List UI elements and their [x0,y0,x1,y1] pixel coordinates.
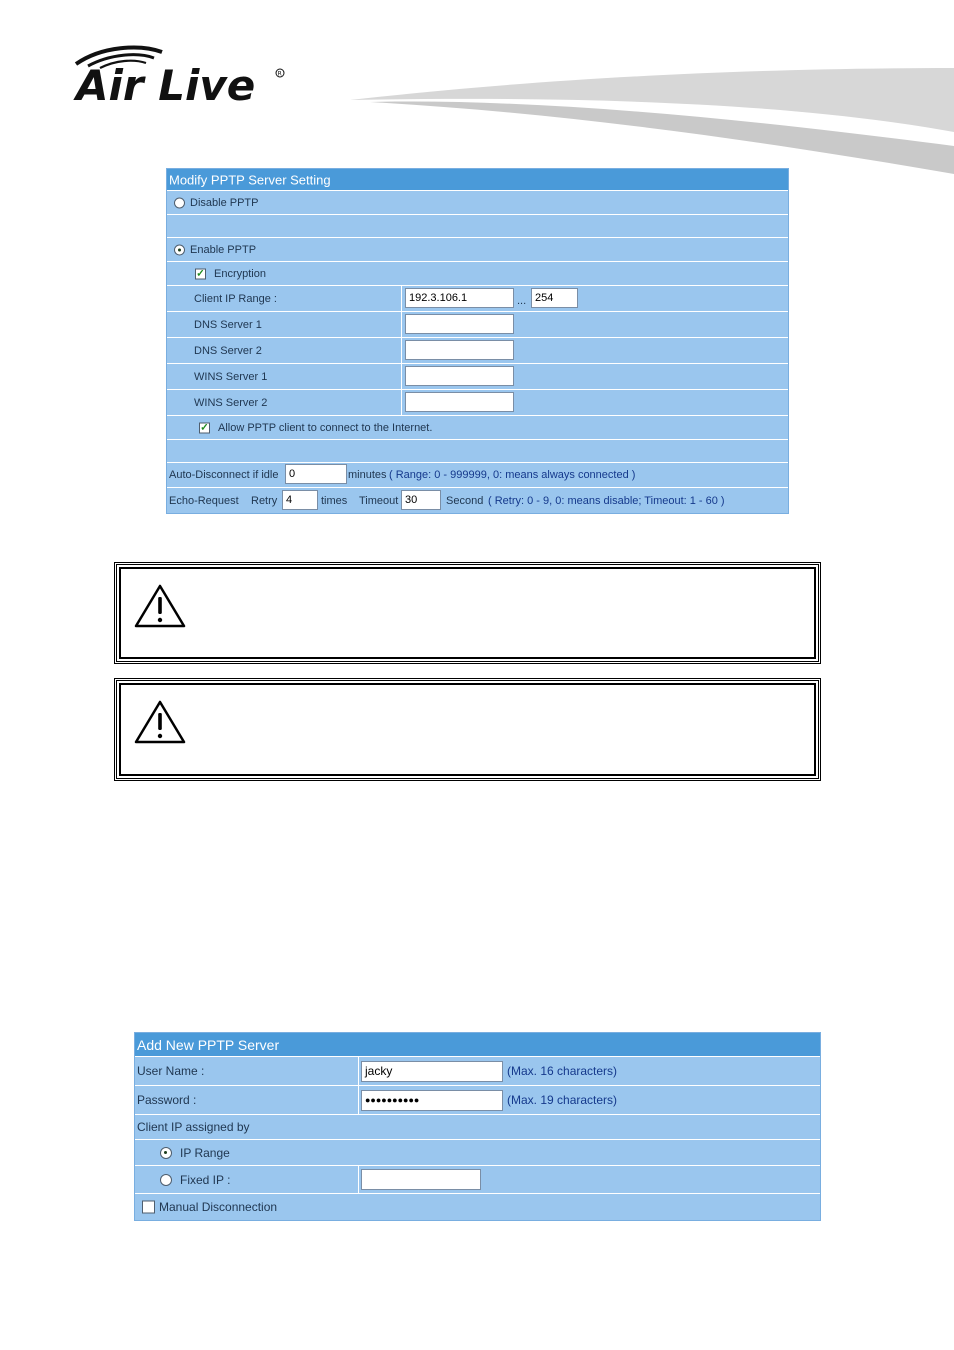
fixed-ip-label: Fixed IP : [180,1172,231,1187]
wins1-label: WINS Server 1 [194,370,268,383]
enable-pptp-label: Enable PPTP [190,243,257,256]
manual-disconnect-label: Manual Disconnection [159,1200,278,1214]
caution-box-frame [119,567,816,659]
column-divider [358,1166,359,1193]
column-divider [358,1086,359,1114]
column-divider [401,364,402,389]
echo-request-row [167,488,788,513]
caution-box [114,562,821,664]
warning-icon [133,699,187,745]
username-label: User Name : [137,1064,205,1078]
client-ip-range-label: Client IP Range : [194,292,277,305]
add-pptp-server-panel [134,1032,821,1221]
client-ip-assigned-label: Client IP assigned by [137,1120,250,1134]
spacer-row [167,215,788,238]
auto-disconnect-row [167,463,788,488]
auto-disconnect-input[interactable]: 0 [285,464,347,484]
dns1-row [167,312,788,338]
password-input[interactable]: ●●●●●●●●●● [361,1090,503,1111]
dns2-row [167,338,788,364]
svg-text:R: R [277,70,282,78]
disable-pptp-row [167,191,788,215]
disable-pptp-radio[interactable] [174,197,185,208]
minutes-label: minutes [348,469,387,481]
caution-box [114,678,821,781]
allow-internet-row [167,416,788,440]
allow-internet-label: Allow PPTP client to connect to the Internet. [218,421,433,434]
client-ip-range-row [167,286,788,312]
warning-icon [133,583,187,629]
fixed-ip-input[interactable] [361,1169,481,1190]
client-ip-end-input[interactable]: 254 [531,288,578,308]
retry-label: Retry [251,494,278,507]
column-divider [401,286,402,311]
enable-pptp-radio[interactable] [174,244,185,255]
airlive-logo [62,40,287,106]
manual-disconnect-row [135,1194,820,1220]
encryption-checkbox[interactable]: ✓ [196,268,205,279]
encryption-row [167,262,788,286]
password-note: (Max. 19 characters) [507,1093,618,1107]
ip-range-radio[interactable] [160,1147,172,1159]
manual-disconnect-checkbox[interactable] [142,1201,155,1214]
header-swoosh [350,62,954,177]
dns1-input[interactable] [405,314,514,334]
second-label: Second [446,494,484,507]
ip-range-row [135,1140,820,1166]
timeout-label: Timeout [359,494,399,507]
fixed-ip-radio[interactable] [160,1174,172,1186]
echo-request-label: Echo-Request [169,494,239,507]
username-input[interactable]: jacky [361,1061,503,1082]
pptp-settings-panel [166,168,789,514]
wins1-input[interactable] [405,366,514,386]
spacer-row [167,440,788,463]
column-divider [401,338,402,363]
username-row [135,1057,820,1086]
wins2-label: WINS Server 2 [194,396,268,409]
auto-disconnect-label: Auto-Disconnect if idle [169,469,279,481]
allow-internet-checkbox[interactable]: ✓ [200,422,209,433]
wins1-row [167,364,788,390]
add-server-title-row [135,1033,820,1057]
password-label: Password : [137,1093,197,1107]
range-separator: ... [517,295,527,307]
client-ip-assigned-row [135,1115,820,1140]
retry-input[interactable]: 4 [282,490,318,510]
dns1-label: DNS Server 1 [194,318,262,331]
dns2-label: DNS Server 2 [194,344,262,357]
caution-box-frame [119,683,816,776]
echo-note: ( Retry: 0 - 9, 0: means disable; Timeout: 1 - 60 ) [488,494,725,507]
username-note: (Max. 16 characters) [507,1064,618,1078]
wins2-row [167,390,788,416]
column-divider [401,390,402,415]
disable-pptp-label: Disable PPTP [190,196,259,209]
enable-pptp-row [167,238,788,262]
auto-disconnect-note: ( Range: 0 - 999999, 0: means always connected ) [389,469,636,481]
svg-text:Air Live: Air Live [76,61,256,106]
column-divider [358,1057,359,1085]
fixed-ip-row [135,1166,820,1194]
dns2-input[interactable] [405,340,514,360]
column-divider [401,312,402,337]
wins2-input[interactable] [405,392,514,412]
ip-range-label: IP Range [180,1145,230,1160]
pptp-settings-title-row [167,169,788,191]
panel-title: Modify PPTP Server Setting [169,172,331,187]
panel-title: Add New PPTP Server [137,1036,280,1053]
encryption-label: Encryption [214,267,266,280]
client-ip-start-input[interactable]: 192.3.106.1 [405,288,514,308]
timeout-input[interactable]: 30 [401,490,441,510]
password-row [135,1086,820,1115]
times-label: times [321,494,348,507]
